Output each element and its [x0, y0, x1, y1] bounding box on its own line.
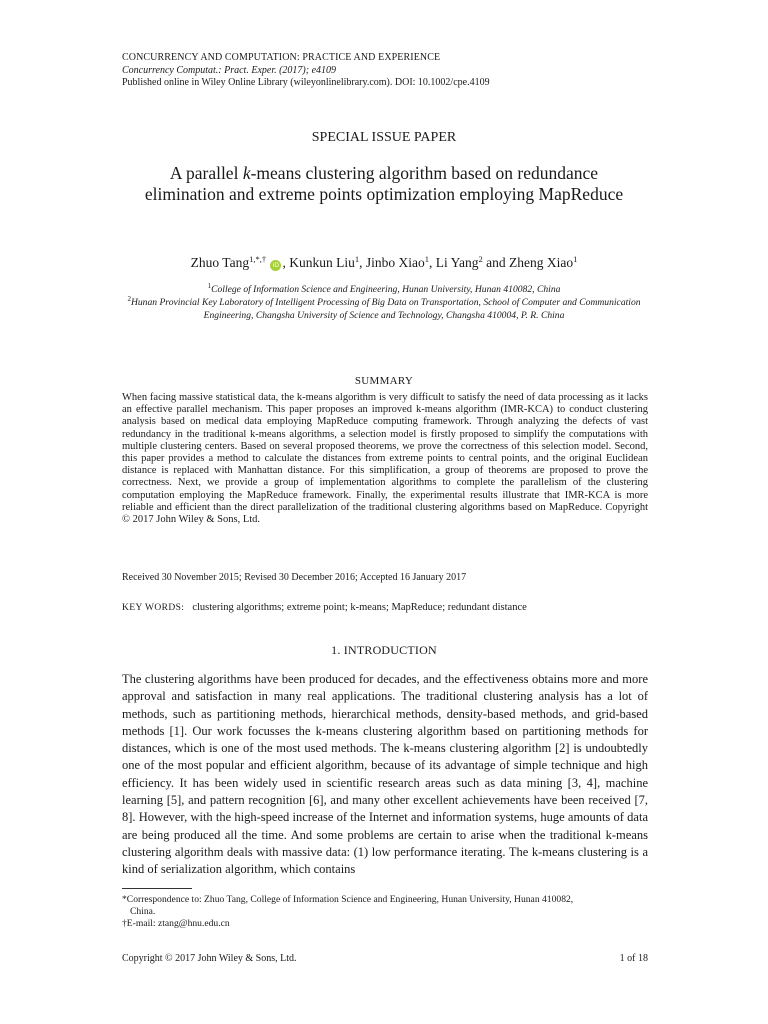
author-sup: 1 — [573, 254, 578, 264]
author-joiner: , — [282, 255, 290, 270]
intro-paragraph: The clustering algorithms have been produced for decades, and the effectiveness obtains more and more approval and satisfaction in many real applications. The traditional clustering analysis has a lot of methods, such as partitioning methods, hierarchical methods, density-based methods, and grid-based methods [1]. Our work focusses the k-means clustering algorithm based on partitioning methods for distances, which is one of the most used methods. The k-means clustering algorithm [2] is undoubtedly one of the most popular and efficient algorithm, because of its advantage of simple technique and high efficiency. It has been widely used in scientific research areas such as data mining [3, 4], machine learning [5], and pattern recognition [6], and many other excellent achievements have been received [7, 8]. However, with the high-speed increase of the Internet and information systems, huge amounts of data are being produced all the time. And some problems are certain to arise when the traditional k-means clustering algorithm deals with massive data: (1) low performance iterating. The k-means clustering is a kind of serialization algorithm, which contains — [122, 672, 648, 877]
paper-title — [130, 163, 638, 205]
affiliation-text: College of Information Science and Engineering, Hunan University, Hunan 410082, China — [211, 284, 561, 295]
author-joiner: , — [359, 255, 366, 270]
affiliations — [122, 283, 646, 323]
section-heading: 1. INTRODUCTION — [331, 643, 437, 657]
affiliation-text: Hunan Provincial Key Laboratory of Intelligent Processing of Big Data on Transportation, School of Computer and Communication Engineering, Changsha University of Science and Technology, Changsha 410004, P. R. China — [130, 297, 641, 322]
journal-citation: Concurrency Computat.: Pract. Exper. (2017); e4109 — [122, 64, 337, 76]
keywords-label: KEY WORDS: — [122, 603, 185, 613]
orcid-icon[interactable]: iD — [270, 260, 281, 271]
affiliation-sup: 1 — [207, 282, 212, 290]
page-number: 1 of 18 — [619, 953, 648, 964]
author-list — [0, 255, 768, 271]
title-k: k — [242, 163, 251, 183]
footnotes — [122, 894, 648, 930]
author-joiner: , — [428, 255, 436, 270]
received-dates: Received 30 November 2015; Revised 30 December 2016; Accepted 16 January 2017 — [122, 572, 467, 583]
footnote-divider — [122, 888, 192, 889]
affiliation-sup: 2 — [127, 295, 131, 304]
affiliation-1 — [122, 283, 646, 296]
author-name: Li Yang — [435, 255, 479, 270]
author-sup: 1,*,† — [249, 254, 267, 264]
author-name: Kunkun Liu — [289, 255, 355, 270]
author-name: Zhuo Tang — [190, 255, 250, 270]
summary-text: When facing massive statistical data, the k-means algorithm is very difficult to satisfy the need of data processing as it lacks an effective parallel mechanism. This paper proposes an improved k-means algorithm (IMR-KCA) to conduct clustering analysis based on medical data employing MapReduce computing framework. Through analyzing the defects of vast redundancy in the traditional k-means algorithms, a selection model is firstly proposed to simplify the computations with multiple clustering centers. Based on several proposed theorems, we prove the correctness of this selection model. Second, this paper provides a method to calculate the distances from extreme points to central points, and the original Euclidean distance is replaced with Manhattan distance. For this simplification, a group of theorems are proposed to prove the correctness. Next, we provide a group of implementation algorithms to complete the parallelism of the clustering computation employing the MapReduce framework. Finally, the experimental results illustrate that IMR-KCA is more reliable and efficient than the direct parallelization of the traditional clustering algorithms based on MapReduce. Copyright © 2017 John Wiley & Sons, Ltd. — [122, 392, 648, 526]
footer-copyright: Copyright © 2017 John Wiley & Sons, Ltd. — [122, 953, 297, 964]
author-sup: 2 — [478, 254, 483, 264]
affiliation-2 — [122, 296, 646, 322]
author-sup: 1 — [424, 254, 429, 264]
journal-header — [122, 52, 662, 90]
author-name: Jinbo Xiao — [365, 255, 425, 270]
email-note: †E-mail: ztang@hnu.edu.cn — [122, 918, 230, 929]
title-prefix: A parallel — [169, 163, 243, 183]
title-rest: -means clustering algorithm based on redundance elimination and extreme points optimization employing MapReduce — [144, 163, 624, 204]
keywords-text: clustering algorithms; extreme point; k-means; MapReduce; redundant distance — [192, 602, 527, 613]
publication-info: Published online in Wiley Online Library (wileyonlinelibrary.com). DOI: 10.1002/cpe.4109 — [122, 77, 490, 88]
correspondence-note-cont: China. — [130, 906, 156, 917]
author-name: Zheng Xiao — [508, 255, 574, 270]
author-sup: 1 — [354, 254, 360, 264]
correspondence-note: *Correspondence to: Zhuo Tang, College of Information Science and Engineering, Hunan University, Hunan 410082, — [122, 894, 574, 905]
summary-heading: SUMMARY — [354, 375, 414, 387]
author-joiner: and — [482, 255, 509, 270]
journal-name: CONCURRENCY AND COMPUTATION: PRACTICE AND EXPERIENCE — [122, 52, 441, 63]
keywords-line — [122, 602, 648, 613]
article-type: SPECIAL ISSUE PAPER — [311, 130, 457, 145]
